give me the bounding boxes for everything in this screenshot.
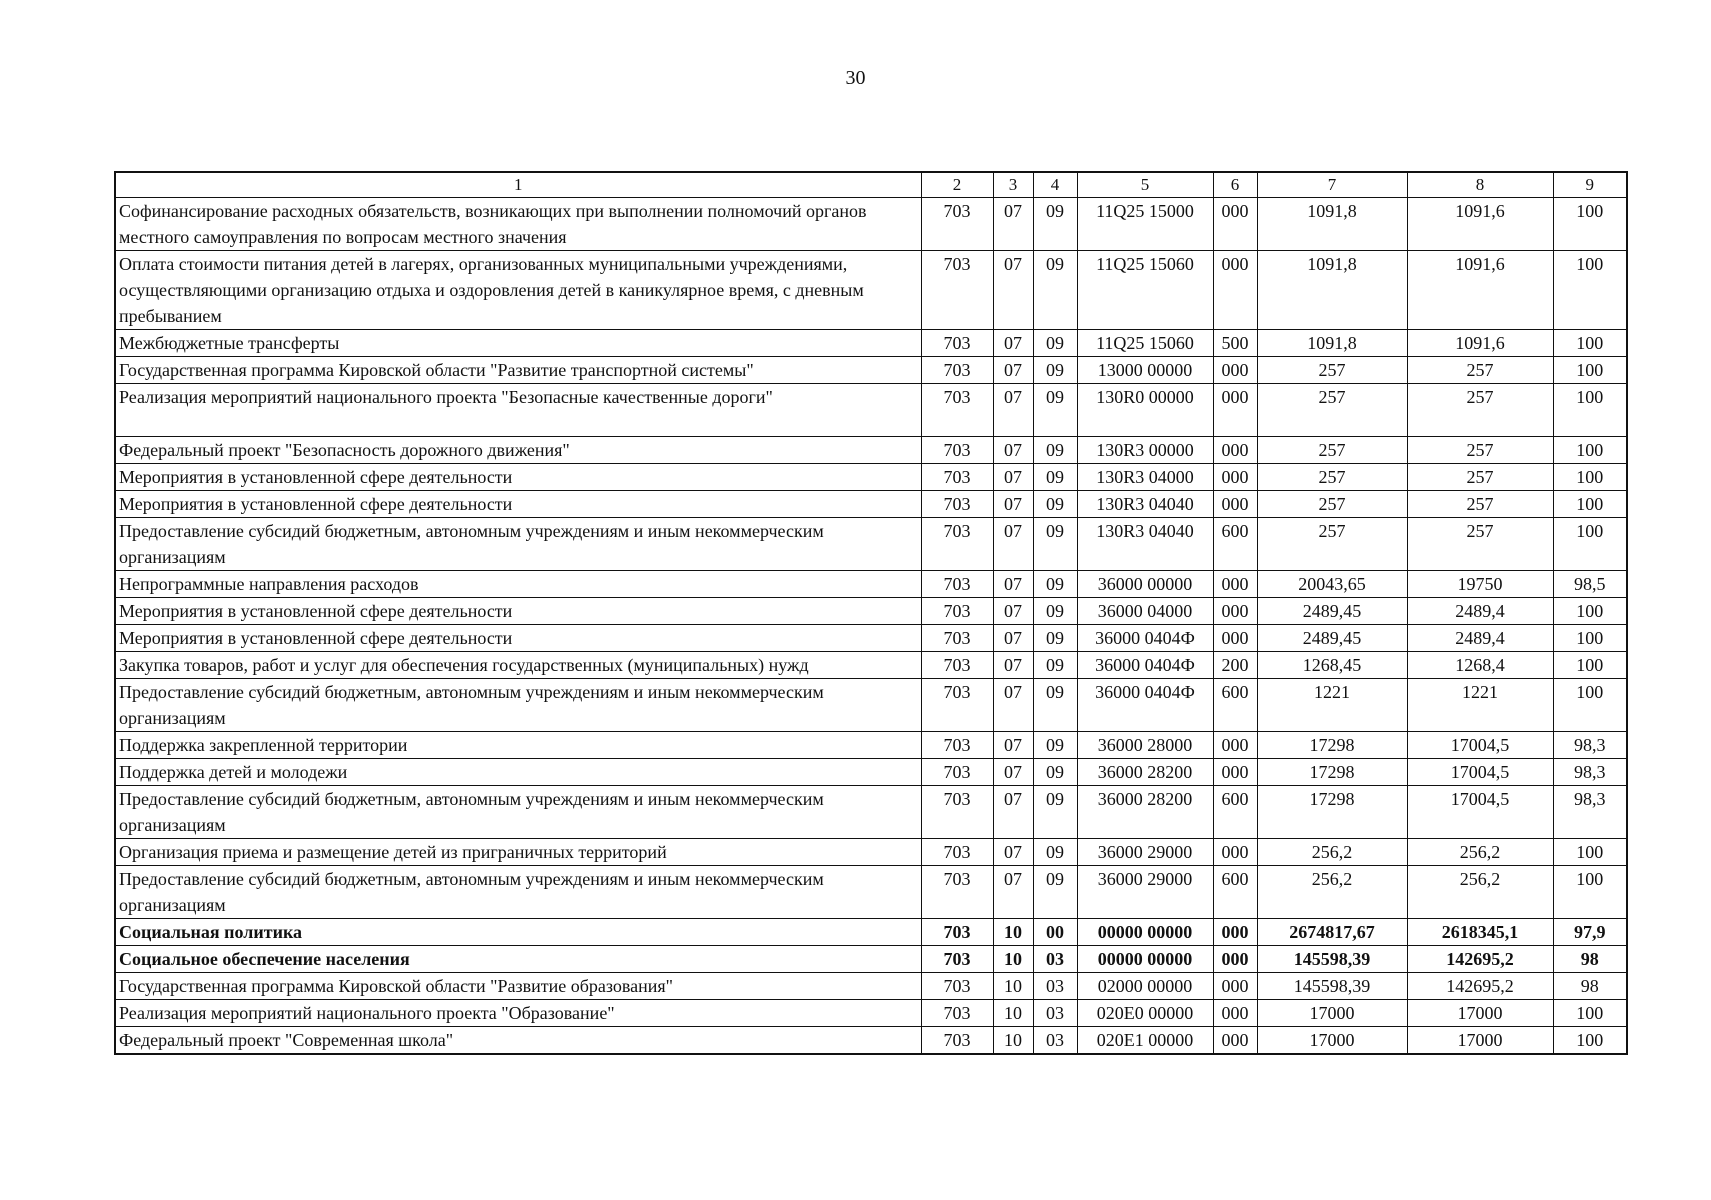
cell-name: Софинансирование расходных обязательств, возникающих при выполнении полномочий органов местного самоуправления по вопросам местного значения — [115, 198, 921, 251]
cell-expense-type: 000 — [1213, 732, 1257, 759]
cell-planned: 2674817,67 — [1257, 919, 1407, 946]
table-row — [115, 679, 1627, 732]
cell-target-article: 130R3 04000 — [1077, 464, 1213, 491]
cell-expense-type: 600 — [1213, 679, 1257, 732]
cell-percent: 98,3 — [1553, 786, 1627, 839]
table-row — [115, 464, 1627, 491]
cell-subsection: 09 — [1033, 732, 1077, 759]
page-number: 30 — [845, 67, 866, 89]
table-row — [115, 973, 1627, 1000]
table-row — [115, 866, 1627, 919]
cell-name: Государственная программа Кировской области "Развитие образования" — [115, 973, 921, 1000]
cell-name: Предоставление субсидий бюджетным, автономным учреждениям и иным некоммерческим организациям — [115, 866, 921, 919]
cell-section: 07 — [993, 786, 1033, 839]
cell-subsection: 09 — [1033, 786, 1077, 839]
cell-name: Предоставление субсидий бюджетным, автономным учреждениям и иным некоммерческим организациям — [115, 679, 921, 732]
cell-target-article: 11Q25 15060 — [1077, 330, 1213, 357]
cell-section: 07 — [993, 759, 1033, 786]
cell-executed: 256,2 — [1407, 866, 1553, 919]
column-header: 5 — [1077, 172, 1213, 198]
cell-executed: 17004,5 — [1407, 732, 1553, 759]
cell-subsection: 09 — [1033, 518, 1077, 571]
cell-expense-type: 000 — [1213, 357, 1257, 384]
cell-target-article: 36000 28200 — [1077, 786, 1213, 839]
cell-code: 703 — [921, 946, 993, 973]
cell-code: 703 — [921, 491, 993, 518]
cell-target-article: 00000 00000 — [1077, 919, 1213, 946]
cell-name: Непрограммные направления расходов — [115, 571, 921, 598]
cell-subsection: 09 — [1033, 464, 1077, 491]
cell-target-article: 36000 29000 — [1077, 866, 1213, 919]
cell-target-article: 00000 00000 — [1077, 946, 1213, 973]
cell-percent: 100 — [1553, 491, 1627, 518]
cell-expense-type: 600 — [1213, 786, 1257, 839]
cell-subsection: 09 — [1033, 571, 1077, 598]
cell-code: 703 — [921, 759, 993, 786]
table-row — [115, 571, 1627, 598]
table-row — [115, 919, 1627, 946]
cell-executed: 2489,4 — [1407, 625, 1553, 652]
cell-executed: 257 — [1407, 437, 1553, 464]
cell-planned: 256,2 — [1257, 839, 1407, 866]
cell-planned: 145598,39 — [1257, 946, 1407, 973]
cell-planned: 2489,45 — [1257, 625, 1407, 652]
table-row — [115, 652, 1627, 679]
cell-subsection: 03 — [1033, 1027, 1077, 1055]
cell-percent: 100 — [1553, 518, 1627, 571]
cell-code: 703 — [921, 1027, 993, 1055]
table-row — [115, 759, 1627, 786]
cell-expense-type: 000 — [1213, 1000, 1257, 1027]
cell-name: Социальная политика — [115, 919, 921, 946]
cell-code: 703 — [921, 625, 993, 652]
cell-planned: 1091,8 — [1257, 198, 1407, 251]
cell-percent: 98 — [1553, 946, 1627, 973]
cell-subsection: 09 — [1033, 384, 1077, 437]
cell-executed: 17004,5 — [1407, 786, 1553, 839]
cell-target-article: 36000 28000 — [1077, 732, 1213, 759]
table-row — [115, 251, 1627, 330]
cell-section: 07 — [993, 330, 1033, 357]
cell-percent: 100 — [1553, 866, 1627, 919]
table-row — [115, 491, 1627, 518]
cell-subsection: 09 — [1033, 251, 1077, 330]
cell-percent: 100 — [1553, 679, 1627, 732]
cell-section: 07 — [993, 251, 1033, 330]
cell-code: 703 — [921, 919, 993, 946]
cell-section: 07 — [993, 464, 1033, 491]
cell-code: 703 — [921, 464, 993, 491]
cell-name: Предоставление субсидий бюджетным, автономным учреждениям и иным некоммерческим организациям — [115, 518, 921, 571]
cell-code: 703 — [921, 598, 993, 625]
cell-name: Оплата стоимости питания детей в лагерях, организованных муниципальными учреждениями, осуществляющими организацию отдыха и оздоровления детей в каникулярное время, с дневным пребыванием — [115, 251, 921, 330]
cell-percent: 100 — [1553, 1027, 1627, 1055]
cell-section: 07 — [993, 518, 1033, 571]
cell-executed: 257 — [1407, 464, 1553, 491]
cell-name: Мероприятия в установленной сфере деятельности — [115, 598, 921, 625]
cell-subsection: 09 — [1033, 598, 1077, 625]
cell-code: 703 — [921, 571, 993, 598]
cell-planned: 257 — [1257, 384, 1407, 437]
cell-code: 703 — [921, 839, 993, 866]
cell-subsection: 09 — [1033, 357, 1077, 384]
table-row — [115, 330, 1627, 357]
cell-target-article: 130R3 04040 — [1077, 518, 1213, 571]
cell-name: Государственная программа Кировской области "Развитие транспортной системы" — [115, 357, 921, 384]
cell-percent: 100 — [1553, 357, 1627, 384]
table-header-row — [115, 172, 1627, 198]
cell-executed: 17004,5 — [1407, 759, 1553, 786]
cell-subsection: 09 — [1033, 625, 1077, 652]
table-row — [115, 598, 1627, 625]
cell-planned: 2489,45 — [1257, 598, 1407, 625]
cell-percent: 98,3 — [1553, 759, 1627, 786]
cell-planned: 257 — [1257, 437, 1407, 464]
cell-subsection: 00 — [1033, 919, 1077, 946]
cell-expense-type: 000 — [1213, 839, 1257, 866]
cell-percent: 100 — [1553, 384, 1627, 437]
cell-executed: 17000 — [1407, 1027, 1553, 1055]
cell-percent: 100 — [1553, 598, 1627, 625]
cell-percent: 98 — [1553, 973, 1627, 1000]
cell-section: 07 — [993, 866, 1033, 919]
table-row — [115, 1027, 1627, 1055]
cell-executed: 142695,2 — [1407, 973, 1553, 1000]
cell-percent: 100 — [1553, 330, 1627, 357]
column-header: 7 — [1257, 172, 1407, 198]
cell-section: 07 — [993, 491, 1033, 518]
cell-section: 07 — [993, 198, 1033, 251]
cell-executed: 1221 — [1407, 679, 1553, 732]
cell-percent: 100 — [1553, 198, 1627, 251]
cell-expense-type: 000 — [1213, 251, 1257, 330]
cell-subsection: 09 — [1033, 839, 1077, 866]
cell-section: 07 — [993, 384, 1033, 437]
cell-expense-type: 000 — [1213, 598, 1257, 625]
cell-name: Предоставление субсидий бюджетным, автономным учреждениям и иным некоммерческим организациям — [115, 786, 921, 839]
cell-executed: 257 — [1407, 518, 1553, 571]
cell-code: 703 — [921, 330, 993, 357]
table-row — [115, 384, 1627, 437]
cell-target-article: 130R0 00000 — [1077, 384, 1213, 437]
column-header: 1 — [115, 172, 921, 198]
cell-percent: 98,3 — [1553, 732, 1627, 759]
cell-code: 703 — [921, 679, 993, 732]
cell-target-article: 13000 00000 — [1077, 357, 1213, 384]
cell-name: Организация приема и размещение детей из приграничных территорий — [115, 839, 921, 866]
cell-section: 07 — [993, 598, 1033, 625]
cell-planned: 257 — [1257, 464, 1407, 491]
cell-percent: 100 — [1553, 1000, 1627, 1027]
cell-planned: 257 — [1257, 357, 1407, 384]
cell-subsection: 03 — [1033, 973, 1077, 1000]
cell-executed: 1091,6 — [1407, 251, 1553, 330]
column-header: 6 — [1213, 172, 1257, 198]
cell-section: 10 — [993, 1000, 1033, 1027]
cell-name: Федеральный проект "Безопасность дорожного движения" — [115, 437, 921, 464]
cell-subsection: 09 — [1033, 759, 1077, 786]
cell-expense-type: 000 — [1213, 946, 1257, 973]
cell-target-article: 36000 04000 — [1077, 598, 1213, 625]
cell-expense-type: 000 — [1213, 1027, 1257, 1055]
cell-section: 07 — [993, 357, 1033, 384]
cell-expense-type: 000 — [1213, 919, 1257, 946]
cell-executed: 2618345,1 — [1407, 919, 1553, 946]
cell-percent: 100 — [1553, 251, 1627, 330]
table-row — [115, 198, 1627, 251]
cell-planned: 17000 — [1257, 1000, 1407, 1027]
cell-subsection: 09 — [1033, 437, 1077, 464]
cell-expense-type: 000 — [1213, 384, 1257, 437]
cell-executed: 1091,6 — [1407, 330, 1553, 357]
cell-subsection: 03 — [1033, 1000, 1077, 1027]
cell-planned: 17298 — [1257, 759, 1407, 786]
cell-section: 07 — [993, 571, 1033, 598]
cell-code: 703 — [921, 786, 993, 839]
cell-executed: 256,2 — [1407, 839, 1553, 866]
cell-target-article: 130R3 00000 — [1077, 437, 1213, 464]
cell-section: 07 — [993, 839, 1033, 866]
table-body — [115, 198, 1627, 1055]
cell-name: Мероприятия в установленной сфере деятельности — [115, 464, 921, 491]
table-row — [115, 1000, 1627, 1027]
cell-percent: 100 — [1553, 464, 1627, 491]
cell-code: 703 — [921, 357, 993, 384]
cell-code: 703 — [921, 973, 993, 1000]
cell-section: 10 — [993, 973, 1033, 1000]
cell-code: 703 — [921, 1000, 993, 1027]
cell-subsection: 09 — [1033, 679, 1077, 732]
cell-code: 703 — [921, 437, 993, 464]
table-row — [115, 732, 1627, 759]
cell-planned: 17298 — [1257, 786, 1407, 839]
budget-table — [114, 171, 1628, 1055]
cell-target-article: 11Q25 15000 — [1077, 198, 1213, 251]
cell-name: Закупка товаров, работ и услуг для обеспечения государственных (муниципальных) нужд — [115, 652, 921, 679]
cell-executed: 1268,4 — [1407, 652, 1553, 679]
cell-planned: 1221 — [1257, 679, 1407, 732]
cell-name: Мероприятия в установленной сфере деятельности — [115, 491, 921, 518]
cell-code: 703 — [921, 652, 993, 679]
cell-section: 07 — [993, 679, 1033, 732]
cell-section: 10 — [993, 946, 1033, 973]
table-row — [115, 625, 1627, 652]
column-header: 8 — [1407, 172, 1553, 198]
table-row — [115, 839, 1627, 866]
cell-expense-type: 000 — [1213, 973, 1257, 1000]
cell-name: Поддержка детей и молодежи — [115, 759, 921, 786]
cell-planned: 1091,8 — [1257, 330, 1407, 357]
cell-executed: 257 — [1407, 357, 1553, 384]
cell-code: 703 — [921, 198, 993, 251]
cell-executed: 17000 — [1407, 1000, 1553, 1027]
cell-planned: 256,2 — [1257, 866, 1407, 919]
cell-code: 703 — [921, 251, 993, 330]
cell-name: Межбюджетные трансферты — [115, 330, 921, 357]
table-row — [115, 786, 1627, 839]
table-row — [115, 437, 1627, 464]
table-row — [115, 946, 1627, 973]
cell-target-article: 36000 0404Ф — [1077, 679, 1213, 732]
cell-percent: 100 — [1553, 437, 1627, 464]
cell-percent: 100 — [1553, 625, 1627, 652]
cell-section: 07 — [993, 732, 1033, 759]
cell-target-article: 020E1 00000 — [1077, 1027, 1213, 1055]
cell-subsection: 09 — [1033, 866, 1077, 919]
cell-planned: 17000 — [1257, 1027, 1407, 1055]
cell-subsection: 09 — [1033, 330, 1077, 357]
cell-expense-type: 000 — [1213, 198, 1257, 251]
cell-section: 10 — [993, 919, 1033, 946]
cell-executed: 142695,2 — [1407, 946, 1553, 973]
cell-executed: 257 — [1407, 384, 1553, 437]
cell-executed: 2489,4 — [1407, 598, 1553, 625]
cell-target-article: 36000 0404Ф — [1077, 652, 1213, 679]
cell-name: Реализация мероприятий национального проекта "Безопасные качественные дороги" — [115, 384, 921, 437]
cell-expense-type: 000 — [1213, 759, 1257, 786]
cell-expense-type: 200 — [1213, 652, 1257, 679]
table-row — [115, 357, 1627, 384]
cell-planned: 20043,65 — [1257, 571, 1407, 598]
cell-expense-type: 500 — [1213, 330, 1257, 357]
cell-subsection: 09 — [1033, 491, 1077, 518]
column-header: 9 — [1553, 172, 1627, 198]
column-header: 2 — [921, 172, 993, 198]
cell-section: 10 — [993, 1027, 1033, 1055]
cell-expense-type: 600 — [1213, 866, 1257, 919]
cell-name: Федеральный проект "Современная школа" — [115, 1027, 921, 1055]
cell-code: 703 — [921, 518, 993, 571]
column-header: 4 — [1033, 172, 1077, 198]
cell-subsection: 09 — [1033, 652, 1077, 679]
cell-executed: 257 — [1407, 491, 1553, 518]
cell-planned: 257 — [1257, 518, 1407, 571]
cell-percent: 97,9 — [1553, 919, 1627, 946]
cell-section: 07 — [993, 437, 1033, 464]
cell-percent: 100 — [1553, 839, 1627, 866]
cell-target-article: 11Q25 15060 — [1077, 251, 1213, 330]
cell-expense-type: 000 — [1213, 437, 1257, 464]
cell-target-article: 130R3 04040 — [1077, 491, 1213, 518]
cell-planned: 1268,45 — [1257, 652, 1407, 679]
cell-planned: 1091,8 — [1257, 251, 1407, 330]
cell-expense-type: 600 — [1213, 518, 1257, 571]
cell-name: Мероприятия в установленной сфере деятельности — [115, 625, 921, 652]
cell-code: 703 — [921, 384, 993, 437]
cell-percent: 98,5 — [1553, 571, 1627, 598]
cell-planned: 257 — [1257, 491, 1407, 518]
cell-planned: 17298 — [1257, 732, 1407, 759]
cell-expense-type: 000 — [1213, 625, 1257, 652]
cell-expense-type: 000 — [1213, 571, 1257, 598]
cell-target-article: 36000 28200 — [1077, 759, 1213, 786]
cell-name: Поддержка закрепленной территории — [115, 732, 921, 759]
cell-section: 07 — [993, 625, 1033, 652]
cell-target-article: 36000 29000 — [1077, 839, 1213, 866]
cell-subsection: 09 — [1033, 198, 1077, 251]
cell-subsection: 03 — [1033, 946, 1077, 973]
cell-executed: 19750 — [1407, 571, 1553, 598]
cell-name: Социальное обеспечение населения — [115, 946, 921, 973]
cell-planned: 145598,39 — [1257, 973, 1407, 1000]
cell-target-article: 020E0 00000 — [1077, 1000, 1213, 1027]
cell-expense-type: 000 — [1213, 491, 1257, 518]
cell-name: Реализация мероприятий национального проекта "Образование" — [115, 1000, 921, 1027]
cell-code: 703 — [921, 866, 993, 919]
table-row — [115, 518, 1627, 571]
cell-target-article: 36000 0404Ф — [1077, 625, 1213, 652]
cell-percent: 100 — [1553, 652, 1627, 679]
column-header: 3 — [993, 172, 1033, 198]
cell-section: 07 — [993, 652, 1033, 679]
cell-target-article: 02000 00000 — [1077, 973, 1213, 1000]
cell-expense-type: 000 — [1213, 464, 1257, 491]
cell-target-article: 36000 00000 — [1077, 571, 1213, 598]
cell-code: 703 — [921, 732, 993, 759]
cell-executed: 1091,6 — [1407, 198, 1553, 251]
